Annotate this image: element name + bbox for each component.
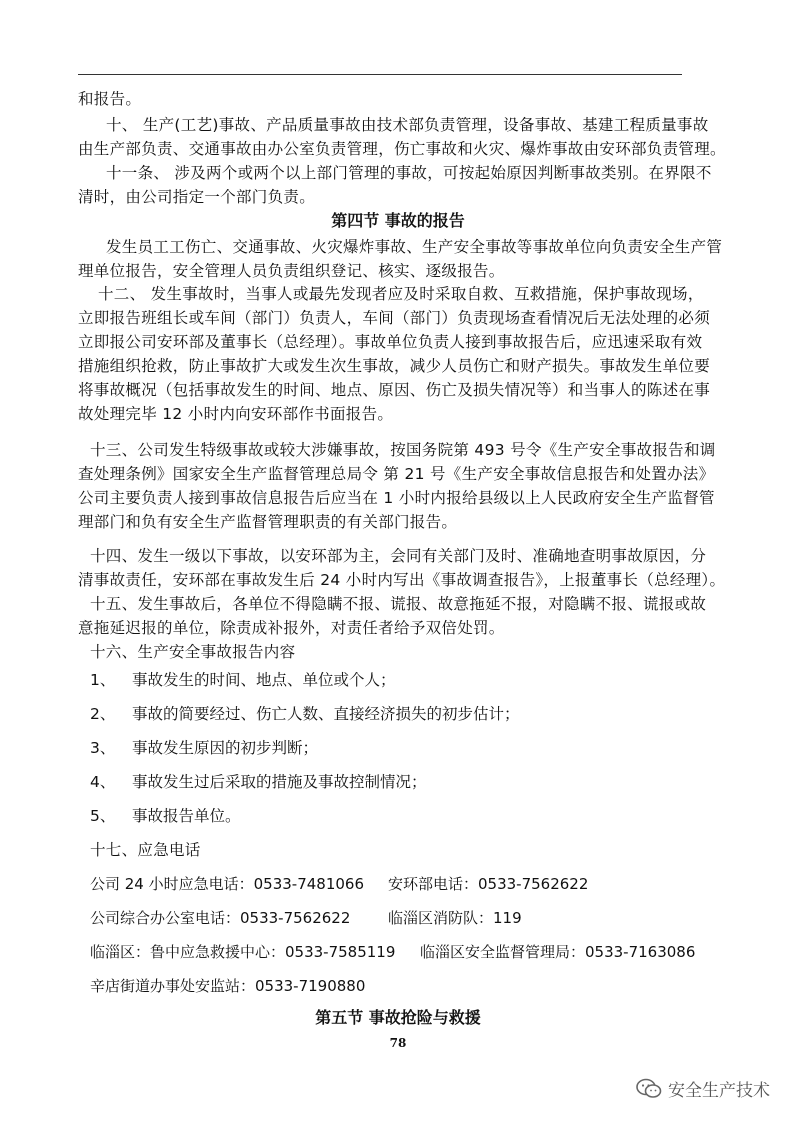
phone-luzhong: 临淄区：鲁中应急救援中心：0533-7585119 [90,943,396,961]
list-item: 5、 事故报告单位。 [90,807,241,825]
list-item: 4、 事故发生过后采取的措施及事故控制情况； [90,773,427,791]
text-line: 十六、生产安全事故报告内容 [90,643,296,661]
text-line: 立即报公司安环部及董事长（总经理）。事故单位负责人接到事故报告后，应迅速采取有效 [78,333,703,351]
text-line: 发生员工工伤亡、交通事故、火灾爆炸事故、生产安全事故等事故单位向负责安全生产管 [106,238,723,256]
text-line: 立即报告班组长或车间（部门）负责人，车间（部门）负责现场查看情况后无法处理的必须 [78,309,711,327]
list-item: 2、 事故的简要经过、伤亡人数、直接经济损失的初步估计； [90,705,520,723]
text-line: 意拖延迟报的单位，除责成补报外，对责任者给予双倍处罚。 [78,619,505,637]
page-number: 78 [389,1036,407,1050]
list-item: 1、 事故发生的时间、地点、单位或个人； [90,671,396,689]
text-line: 十五、发生事故后，各单位不得隐瞒不报、谎报、故意拖延不报，对隐瞒不报、谎报或故 [90,595,707,613]
phone-fire: 临淄区消防队：119 [388,909,522,927]
phone-office: 公司综合办公室电话：0533-7562622 [90,909,351,927]
phone-safety-bureau: 临淄区安全监督管理局：0533-7163086 [420,943,696,961]
text-line: 清时，由公司指定一个部门负责。 [78,188,316,206]
text-line: 理部门和负有安全生产监督管理职责的有关部门报告。 [78,513,458,531]
text-line: 故处理完毕 12 小时内向安环部作书面报告。 [78,405,394,423]
list-item: 3、 事故发生原因的初步判断； [90,739,319,757]
text-line: 十、 生产(工艺)事故、产品质量事故由技术部负责管理，设备事故、基建工程质量事故 [106,116,709,134]
phone-company-24h: 公司 24 小时应急电话：0533-7481066 [90,875,365,893]
text-line: 十三、公司发生特级事故或较大涉嫌事故，按国务院第 493 号令《生产安全事故报告和调 [90,441,716,459]
text-line: 理单位报告，安全管理人员负责组织登记、核实、逐级报告。 [78,262,505,280]
text-line: 查处理条例》国家安全生产监督管理总局令 第 21 号《生产安全事故信息报告和处置办法》 [78,465,715,483]
text-line: 清事故责任，安环部在事故发生后 24 小时内写出《事故调查报告》，上报董事长（总经理）。 [78,571,726,589]
phone-anhuan: 安环部电话：0533-7562622 [388,875,589,893]
text-line: 十七、应急电话 [90,841,201,859]
text-line: 将事故概况（包括事故发生的时间、地点、原因、伤亡及损失情况等）和当事人的陈述在事 [78,381,711,399]
watermark-label: 安全生产技术 [668,1081,770,1101]
text-line: 十一条、 涉及两个或两个以上部门管理的事故，可按起始原因判断事故类别。在界限不 [106,164,712,182]
source-watermark [636,1076,770,1101]
phone-xindian: 辛店街道办事处安监站：0533-7190880 [90,977,366,995]
text-line: 和报告。 [78,90,142,108]
section-heading-5: 第五节 事故抢险与救援 [315,1008,481,1027]
text-line: 十四、发生一级以下事故，以安环部为主，会同有关部门及时、准确地查明事故原因，分 [90,547,707,565]
wechat-icon [636,1078,662,1100]
text-line: 十二、 发生事故时，当事人或最先发现者应及时采取自救、互救措施，保护事故现场， [98,285,704,303]
section-heading-4: 第四节 事故的报告 [331,211,465,230]
text-line: 措施组织抢救，防止事故扩大或发生次生事故，减少人员伤亡和财产损失。事故发生单位要 [78,357,711,375]
header-rule [78,74,682,75]
text-line: 公司主要负责人接到事故信息报告后应当在 1 小时内报给县级以上人民政府安全生产监督管 [78,489,715,507]
text-line: 由生产部负责、交通事故由办公室负责管理，伤亡事故和火灾、爆炸事故由安环部负责管理。 [78,140,726,158]
